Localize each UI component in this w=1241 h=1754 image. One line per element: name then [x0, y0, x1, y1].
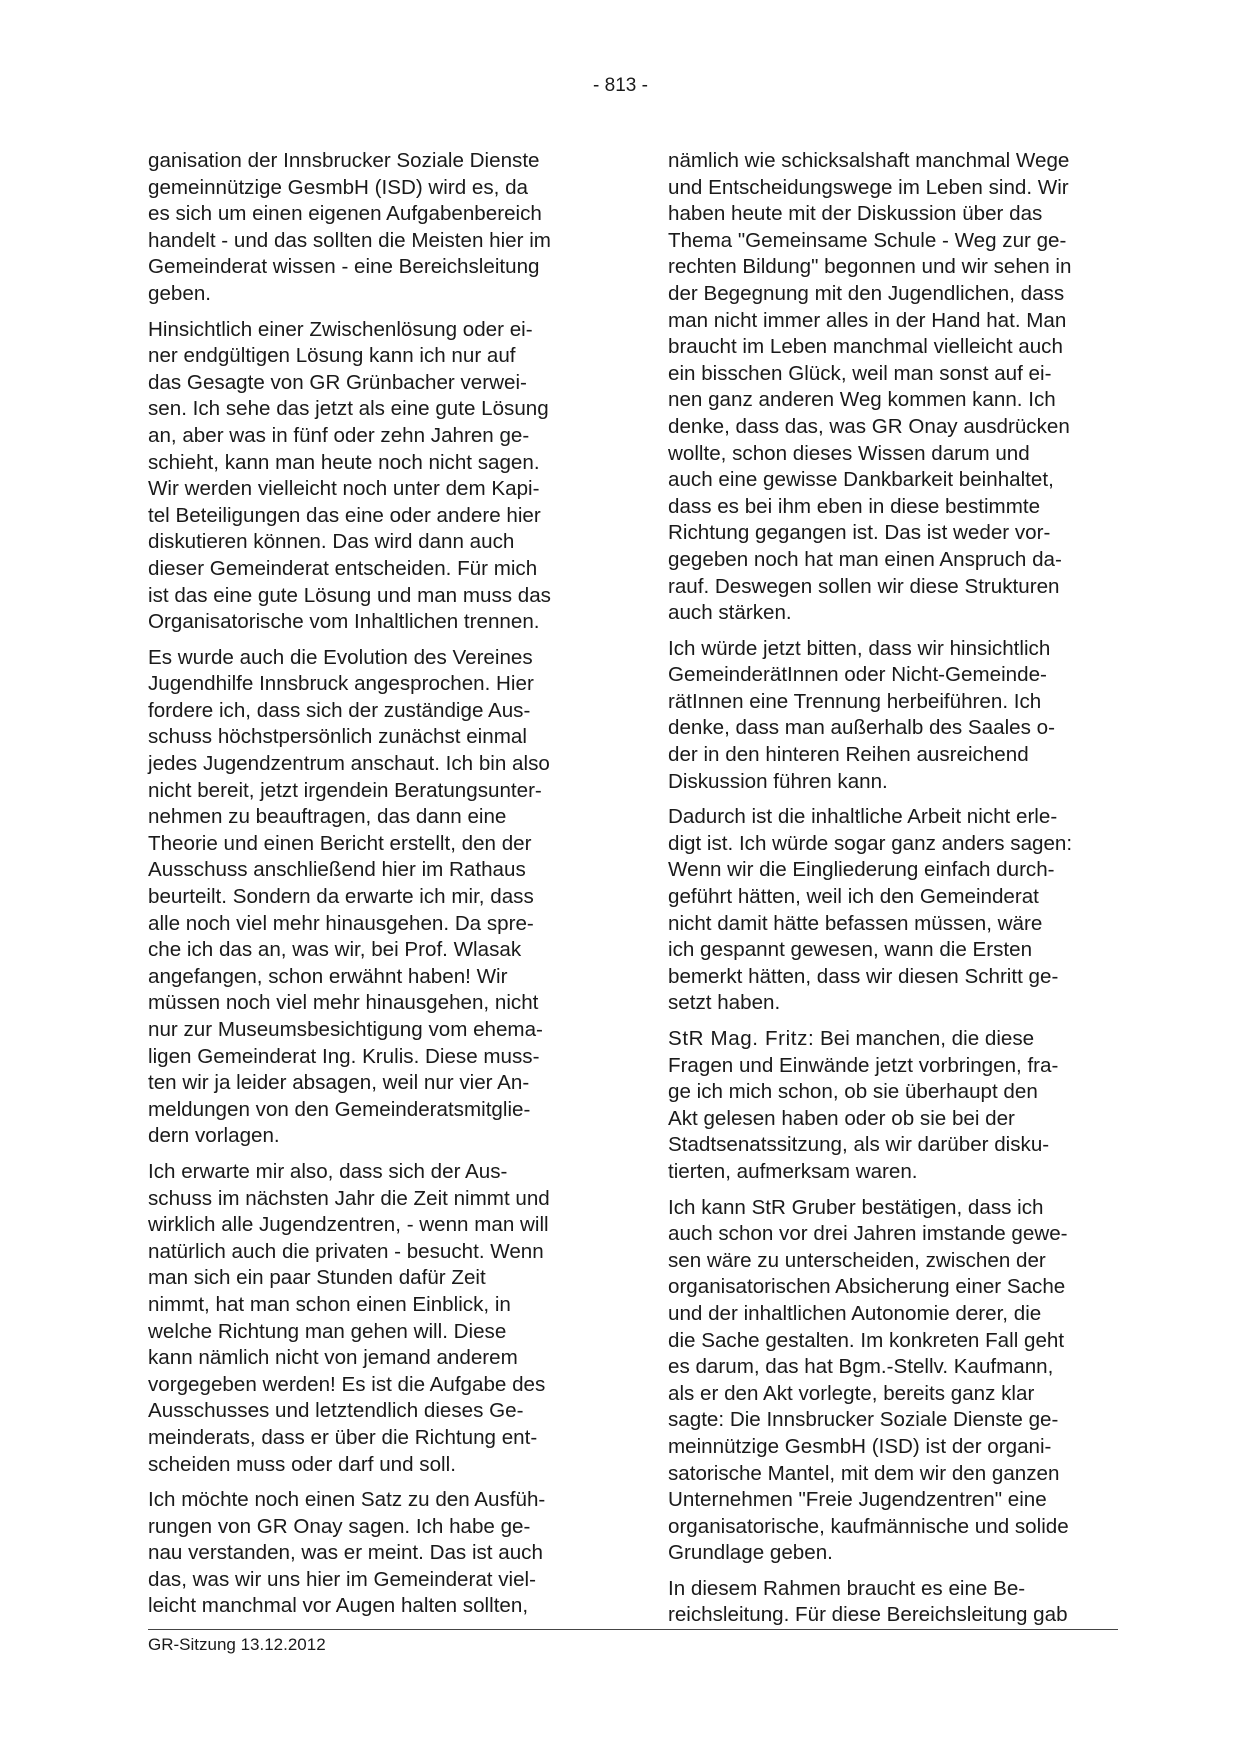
speaker-text: Bei manchen, die diese Fragen und Einwände jetzt vorbringen, fra- ge ich mich schon, ob sie überhaupt den Akt gelesen haben oder ob sie bei der Stadtsenatssitzung, als wir darüber disku- tierten, aufmerksam waren. — [668, 1027, 1059, 1183]
paragraph: Ich würde jetzt bitten, dass wir hinsichtlich GemeinderätInnen oder Nicht-Gemeinde- rätInnen eine Trennung herbeiführen. Ich denke, dass man außerhalb des Saales o- der in den hinteren Reihen ausreichend Diskussion führen kann. — [668, 636, 1055, 793]
paragraph: ganisation der Innsbrucker Soziale Dienste gemeinnützige GesmbH (ISD) wird es, da es sich um einen eigenen Aufgabenbereich handelt - und das sollten die Meisten hier im Gemeinderat wissen - eine Bereichsleitung geben. — [148, 149, 551, 305]
footer-divider — [148, 1629, 1118, 1630]
paragraph: Dadurch ist die inhaltliche Arbeit nicht erle- digt ist. Ich würde sogar ganz anders sagen: Wenn wir die Eingliederung einfach durch- geführt hätten, weil ich den Gemeinderat nicht damit hätte befassen müssen, wäre ich gespannt gewesen, wann die Ersten bemerkt hätten, dass wir diesen Schritt ge- setzt haben. — [668, 805, 1073, 1015]
right-column — [668, 148, 1128, 1638]
paragraph: Ich erwarte mir also, dass sich der Aus- schuss im nächsten Jahr die Zeit nimmt und wirklich alle Jugendzentren, - wenn man will natürlich auch die privaten - besucht. Wenn man sich ein paar Stunden dafür Zeit nimmt, hat man schon einen Einblick, in welche Richtung man gehen will. Diese kann nämlich nicht von jemand anderem vorgegeben werden! Es ist die Aufgabe des Ausschusses und letztendlich dieses Ge- meinderats, dass er über die Richtung ent- scheiden muss oder darf und soll. — [148, 1159, 550, 1476]
paragraph: Ich möchte noch einen Satz zu den Ausfüh- rungen von GR Onay sagen. Ich habe ge- nau verstanden, was er meint. Das ist auch das, was wir uns hier im Gemeinderat viel- leicht manchmal vor Augen halten sollten, — [148, 1488, 546, 1618]
paragraph: Ich kann StR Gruber bestätigen, dass ich auch schon vor drei Jahren imstande gewe- sen wäre zu unterscheiden, zwischen der organisatorischen Absicherung einer Sache und der inhaltlichen Autonomie derer, die die Sache gestalten. Im konkreten Fall geht es darum, das hat Bgm.-Stellv. Kaufmann, als er den Akt vorlegte, bereits ganz klar sagte: Die Innsbrucker Soziale Dienste ge- meinnützige GesmbH (ISD) ist der organi- satorische Mantel, mit dem wir den ganzen Unternehmen "Freie Jugendzentren" eine organisatorische, kaufmännische und solide Grundlage geben. — [668, 1195, 1069, 1565]
paragraph: nämlich wie schicksalshaft manchmal Wege und Entscheidungswege im Leben sind. Wir haben heute mit der Diskussion über das Thema "Gemeinsame Schule - Weg zur ge- rechten Bildung" begonnen und wir sehen in der Begegnung mit den Jugendlichen, dass man nicht immer alles in der Hand hat. Man braucht im Leben manchmal vielleicht auch ein bisschen Glück, weil man sonst auf ei- nen ganz anderen Weg kommen kann. Ich denke, dass das, was GR Onay ausdrücken wollte, schon dieses Wissen darum und auch eine gewisse Dankbarkeit beinhaltet, dass es bei ihm eben in diese bestimmte Richtung gegangen ist. Das ist weder vor- gegeben noch hat man einen Anspruch da- rauf. Deswegen sollen wir diese Strukturen auch stärken. — [668, 149, 1072, 625]
speaker-paragraph — [668, 1026, 1128, 1186]
paragraph: In diesem Rahmen braucht es eine Be- reichsleitung. Für diese Bereichsleitung gab — [668, 1576, 1068, 1627]
speaker-name: StR Mag. Fritz: — [668, 1027, 815, 1050]
left-column — [148, 148, 608, 1629]
footer: GR-Sitzung 13.12.2012 — [148, 1635, 326, 1654]
paragraph: Es wurde auch die Evolution des Vereines Jugendhilfe Innsbruck angesprochen. Hier fordere ich, dass sich der zuständige Aus- schuss höchstpersönlich zunächst einmal jedes Jugendzentrum anschaut. Ich bin also nicht bereit, jetzt irgendein Beratungsunter- nehmen zu beauftragen, das dann eine Theorie und einen Bericht erstellt, den der Ausschuss anschließend hier im Rathaus beurteilt. Sondern da erwarte ich mir, dass alle noch viel mehr hinausgehen. Da spre- che ich das an, was wir, bei Prof. Wlasak angefangen, schon erwähnt haben! Wir müssen noch viel mehr hinausgehen, nicht nur zur Museumsbesichtigung vom ehema- ligen Gemeinderat Ing. Krulis. Diese muss- ten wir ja leider absagen, weil nur vier An- meldungen von den Gemeinderatsmitglie- dern vorlagen. — [148, 645, 550, 1148]
paragraph: Hinsichtlich einer Zwischenlösung oder ei- ner endgültigen Lösung kann ich nur auf das Gesagte von GR Grünbacher verwei- sen. Ich sehe das jetzt als eine gute Lösung an, aber was in fünf oder zehn Jahren ge- schieht, kann man heute noch nicht sagen. Wir werden vielleicht noch unter dem Kapi- tel Beteiligungen das eine oder andere hier diskutieren können. Das wird dann auch dieser Gemeinderat entscheiden. Für mich ist das eine gute Lösung und man muss das Organisatorische vom Inhaltlichen trennen. — [148, 317, 551, 634]
page-number: - 813 - — [593, 75, 648, 96]
